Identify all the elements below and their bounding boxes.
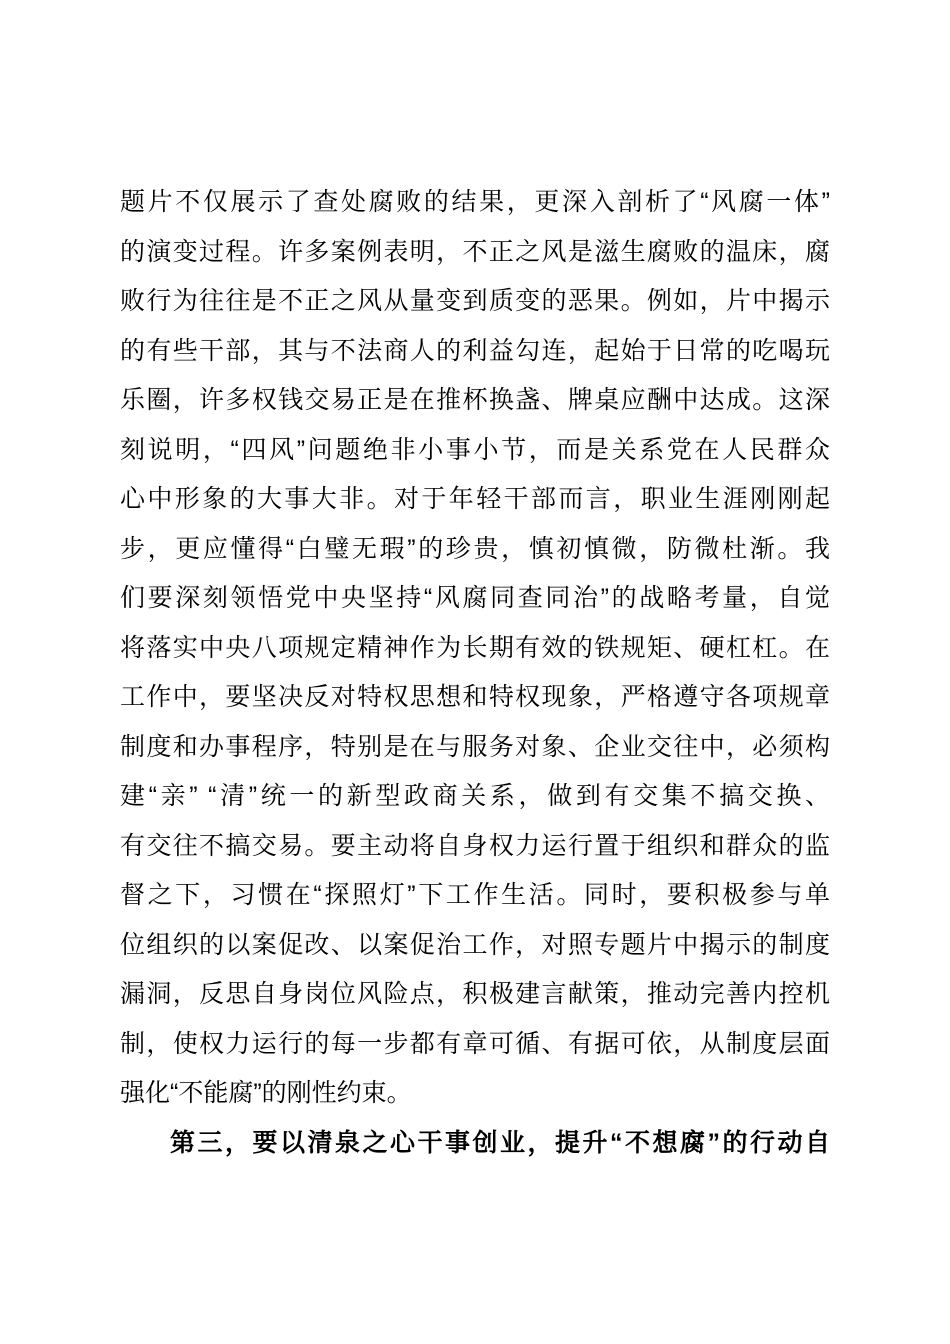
text-line: 督之下，习惯在“探照灯”下工作生活。同时，要积极参与单 xyxy=(120,881,830,909)
text-line: 的有些干部，其与不法商人的利益勾连，起始于日常的吃喝玩 xyxy=(120,336,830,365)
text-block xyxy=(120,178,830,1168)
text-line: 将落实中央八项规定精神作为长期有效的铁规矩、硬杠杠。在 xyxy=(120,633,830,662)
text-line: 工作中，要坚决反对特权思想和特权现象，严格遵守各项规章 xyxy=(120,683,830,711)
text-line: 心中形象的大事大非。对于年轻干部而言，职业生涯刚刚起 xyxy=(120,485,830,513)
text-line: 的演变过程。许多案例表明，不正之风是滋生腐败的温床，腐 xyxy=(120,237,830,266)
text-line: 漏洞，反思自身岗位风险点，积极建言献策，推动完善内控机 xyxy=(120,980,830,1008)
text-line: 题片不仅展示了查处腐败的结果，更深入剖析了“风腐一体” xyxy=(120,188,830,216)
text-line: 制，使权力运行的每一步都有章可循、有据可依，从制度层面 xyxy=(120,1029,830,1058)
text-line: 位组织的以案促改、以案促治工作，对照专题片中揭示的制度 xyxy=(120,930,830,959)
text-line: 步，更应懂得“白璧无瑕”的珍贵，慎初慎微，防微杜渐。我 xyxy=(120,534,830,563)
text-line: 建“亲” “清”统一的新型政商关系，做到有交集不搞交换、 xyxy=(120,782,830,810)
text-line: 制度和办事程序，特别是在与服务对象、企业交往中，必须构 xyxy=(120,732,830,761)
text-line: 强化“不能腐”的刚性约束。 xyxy=(120,1079,412,1107)
text-line: 第三，要以清泉之心干事创业，提升“不想腐”的行动自 xyxy=(170,1128,830,1157)
paragraph xyxy=(120,178,830,1119)
text-line: 有交往不搞交易。要主动将自身权力运行置于组织和群众的监 xyxy=(120,831,830,860)
paragraph xyxy=(120,1119,830,1169)
text-line: 乐圈，许多权钱交易正是在推杯换盏、牌桌应酬中达成。这深 xyxy=(120,386,830,414)
text-line: 刻说明，“四风”问题绝非小事小节，而是关系党在人民群众 xyxy=(120,435,830,464)
text-line: 们要深刻领悟党中央坚持“风腐同查同治”的战略考量，自觉 xyxy=(120,584,830,612)
text-line: 败行为往往是不正之风从量变到质变的恶果。例如，片中揭示 xyxy=(120,287,830,315)
